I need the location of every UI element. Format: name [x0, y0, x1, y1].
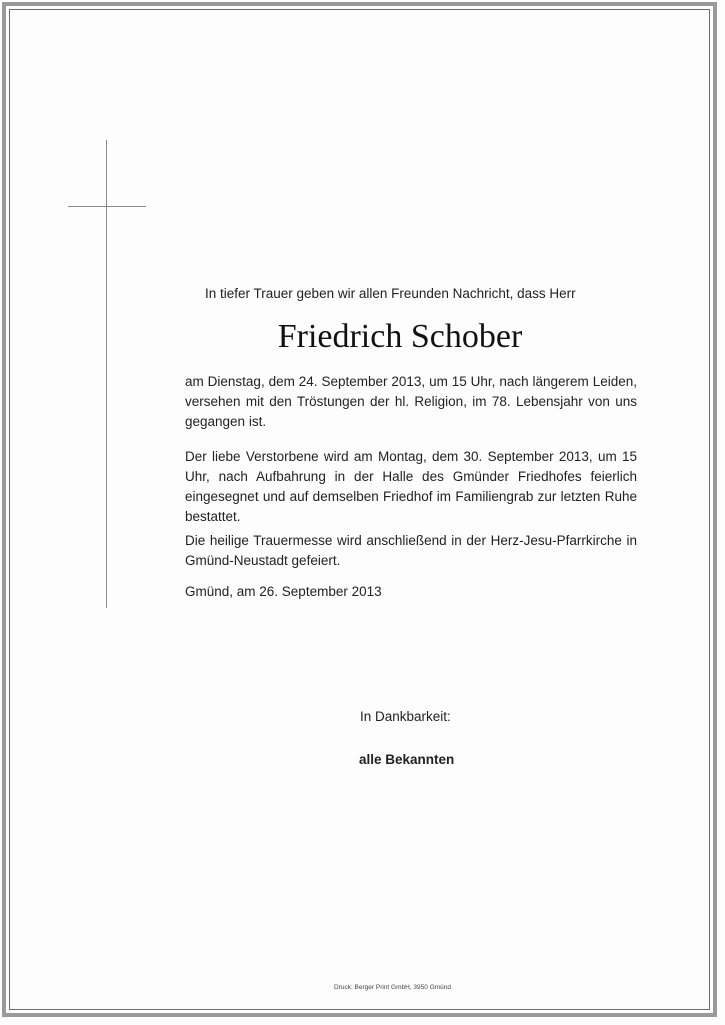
funeral-paragraph: Der liebe Verstorbene wird am Montag, dem 30. September 2013, um 15 Uhr, nach Aufbahrung in der Halle des Gmünder Friedhofes feierlich eingesegnet und auf demselben Friedhof im Familiengrab zur letzten Ruhe bestattet. [185, 449, 637, 524]
deceased-name: Friedrich Schober [277, 318, 523, 355]
death-announcement-paragraph: am Dienstag, dem 24. September 2013, um 15 Uhr, nach längerem Leiden, versehen mit den Tröstungen der hl. Religion, im 78. Lebensjahr von uns gegangen ist. [185, 374, 637, 429]
cross-icon [106, 140, 107, 608]
signers: alle Bekannten [359, 752, 455, 767]
intro-text: In tiefer Trauer geben wir allen Freunden Nachricht, dass Herr [205, 286, 576, 301]
printer-credit: Druck: Berger Print GmbH, 3950 Gmünd [333, 984, 452, 991]
place-date: Gmünd, am 26. September 2013 [185, 584, 382, 599]
cross-icon-bar [68, 206, 146, 207]
mass-paragraph: Die heilige Trauermesse wird anschließend in der Herz-Jesu-Pfarrkirche in Gmünd-Neustadt gefeiert. [185, 533, 637, 568]
thanks-line: In Dankbarkeit: [360, 709, 451, 724]
